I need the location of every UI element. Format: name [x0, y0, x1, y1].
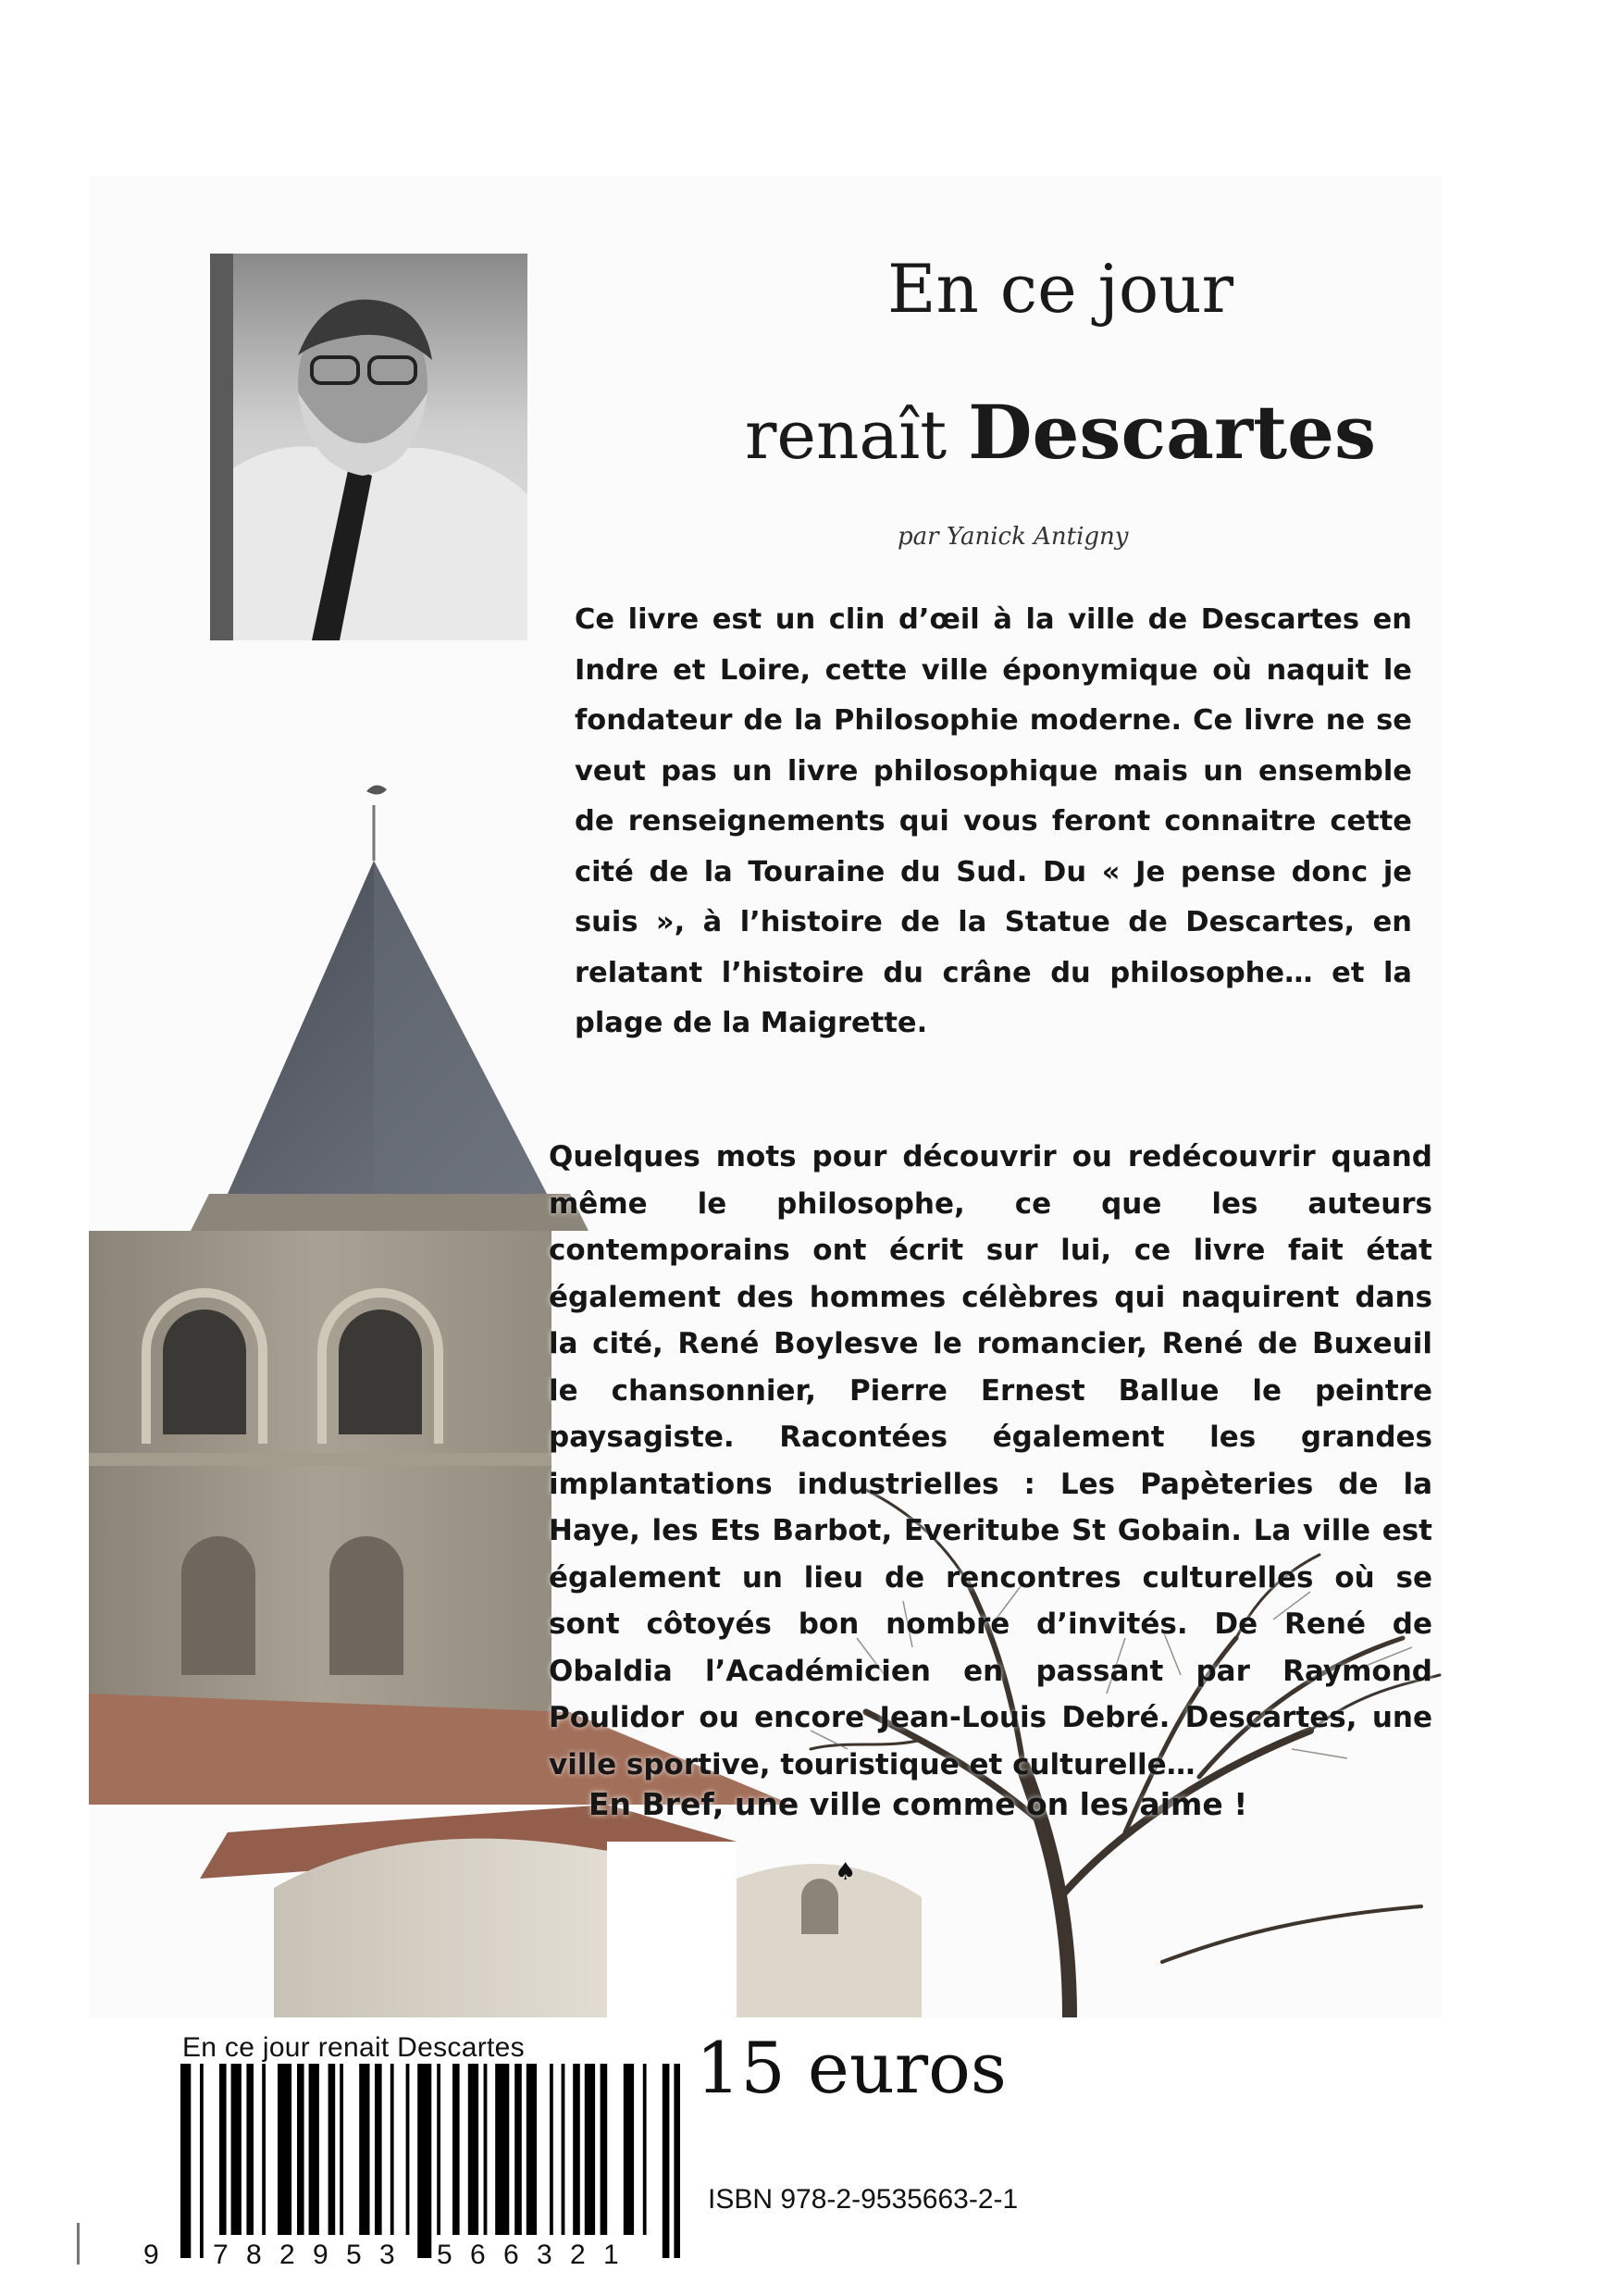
- barcode-digit: 9: [313, 2240, 328, 2270]
- barcode-bar: [359, 2064, 369, 2235]
- barcode-bar: [437, 2064, 440, 2235]
- barcode-bar: [562, 2064, 565, 2235]
- barcode-bar: [527, 2064, 537, 2235]
- price: 15 euros: [696, 2027, 1007, 2109]
- barcode-bar: [417, 2064, 431, 2258]
- barcode-bar: [375, 2064, 382, 2235]
- barcode-bar: [219, 2064, 227, 2235]
- barcode-bar: [573, 2064, 580, 2235]
- barcode-bar: [246, 2064, 254, 2235]
- barcode-bar: [390, 2064, 394, 2235]
- barcode-digit: 5: [437, 2240, 452, 2270]
- barcode-bar: [452, 2064, 460, 2235]
- isbn: ISBN 978-2-9535663-2-1: [708, 2184, 1019, 2215]
- barcode-bar: [624, 2064, 634, 2235]
- book-title-line2: [644, 389, 1442, 476]
- barcode-bar: [262, 2064, 266, 2235]
- barcode-digit: 6: [470, 2240, 486, 2270]
- barcode-bar: [406, 2064, 410, 2235]
- description-paragraph-1: Ce livre est un clin d’œil à la ville de Descartes en Indre et Loire, cette ville éponymique où naquit le fondateur de la Philosophie moderne. Ce livre ne se veut pas un livre philosophique mais un ensemble de renseignements qui vous feront connaitre cette cité de la Touraine du Sud. Du « Je pense donc je suis », à l’histoire de la Statue de Descartes, en relatant l’histoire du crâne du philosophe… et la plage de la Maigrette.: [575, 603, 1412, 1039]
- barcode-bar: [340, 2064, 343, 2235]
- spade-ornament-icon: ♠: [835, 1858, 857, 1886]
- book-title-line1: En ce jour: [886, 250, 1234, 328]
- barcode-digit: 7: [213, 2240, 229, 2270]
- barcode-bar: [484, 2064, 488, 2235]
- barcode-digit: 8: [246, 2240, 262, 2270]
- title-bold: Descartes: [968, 389, 1377, 476]
- barcode-digit: 2: [570, 2240, 586, 2270]
- edge-mark: [77, 2223, 80, 2265]
- barcode-bar: [328, 2064, 336, 2235]
- author-photo: [210, 254, 527, 640]
- barcode-bar: [663, 2064, 670, 2258]
- barcode-bar: [495, 2064, 509, 2235]
- barcode-bar: [278, 2064, 291, 2235]
- description-paragraph-2: Quelques mots pour découvrir ou redécouvrir quand même le philosophe, ce que les auteurs contemporains ont écrit sur lui, ce livre fait état également des hommes célèbres qui naquirent dans la cité, René Boylesve le romancier, René de Buxeuil le chansonnier, Pierre Ernest Ballue le peintre paysagiste. Racontées également les grandes implantations industrielles : Les Papèteries de la Haye, les Ets Barbot, Everitube St Gobain. La ville est également un lieu de rencontres culturelles où se sont côtoyés bon nombre d’invités. De René de Obaldia l’Académicien en passant par Raymond Poulidor ou encore Jean-Louis Debré. Descartes, une ville sportive, touristique et culturelle…: [549, 1140, 1432, 1781]
- barcode: [180, 2064, 680, 2258]
- barcode-bar: [231, 2064, 242, 2235]
- slogan: En Bref, une ville comme on les aime !: [588, 1786, 1248, 1822]
- barcode-digit: 2: [279, 2240, 295, 2270]
- back-cover: [89, 176, 1442, 2017]
- barcode-bar: [180, 2064, 191, 2258]
- barcode-bar: [643, 2064, 647, 2235]
- barcode-bar: [674, 2064, 680, 2258]
- barcode-bar: [309, 2064, 319, 2235]
- barcode-bar: [585, 2064, 595, 2235]
- barcode-digit: 6: [503, 2240, 519, 2270]
- barcode-digit: 3: [379, 2240, 395, 2270]
- barcode-bar: [200, 2064, 204, 2258]
- barcode-digit: 1: [603, 2240, 619, 2270]
- barcode-bar: [601, 2064, 608, 2235]
- barcode-label: En ce jour renait Descartes: [182, 2032, 525, 2063]
- barcode-digit: 3: [537, 2240, 552, 2270]
- barcode-bar: [468, 2064, 478, 2235]
- barcode-bar: [550, 2064, 553, 2235]
- barcode-bar: [297, 2064, 304, 2235]
- author-byline: par Yanick Antigny: [898, 523, 1129, 551]
- barcode-digit: 9: [143, 2240, 159, 2270]
- title-prefix: renaît: [744, 396, 948, 474]
- barcode-bar: [514, 2064, 522, 2235]
- barcode-digit: 5: [346, 2240, 362, 2270]
